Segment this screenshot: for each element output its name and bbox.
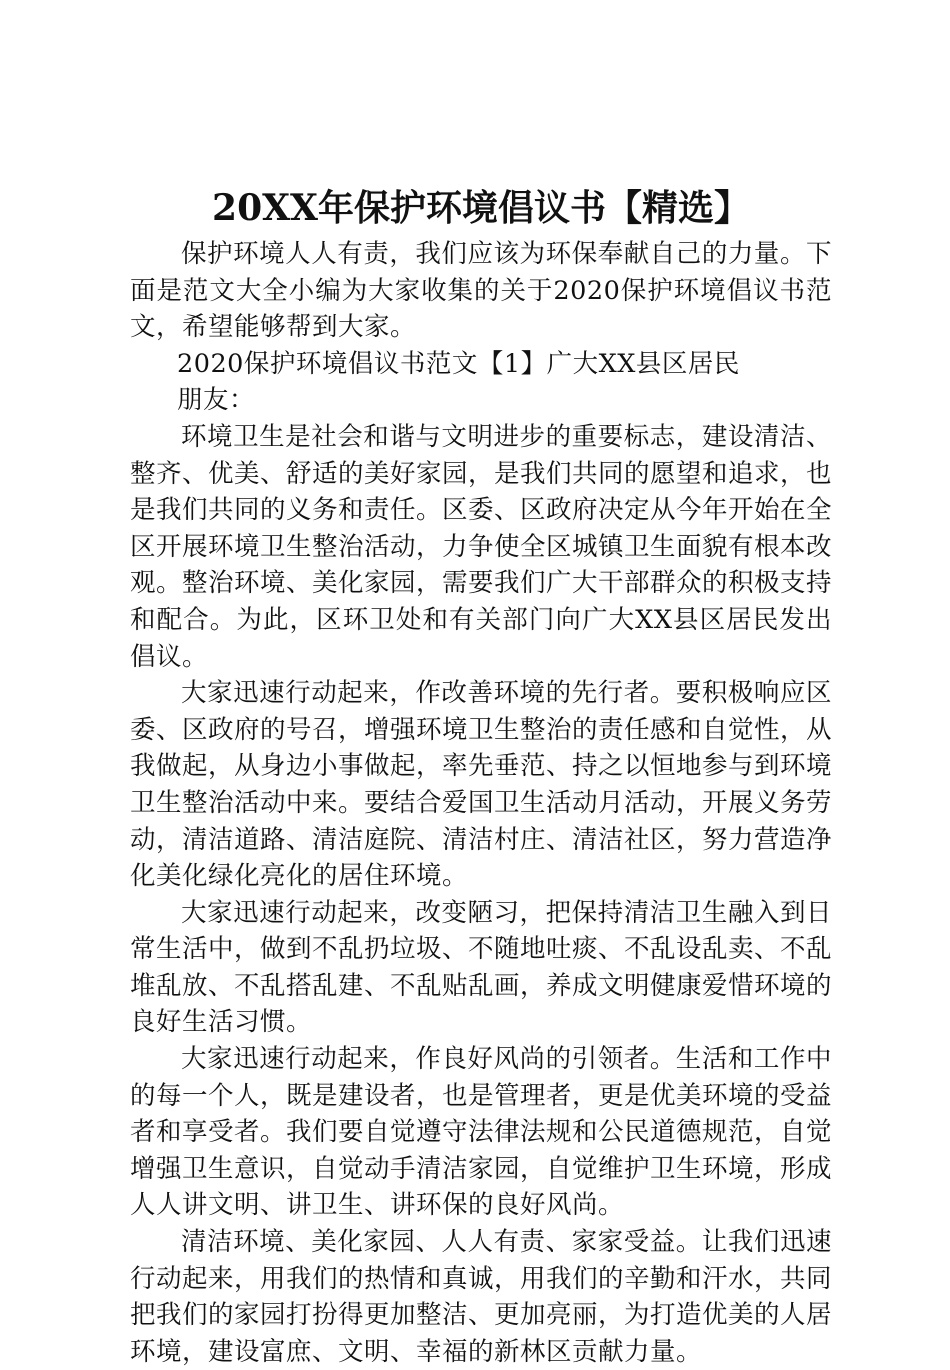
subheading: 2020保护环境倡议书范文【1】广大XX县区居民	[177, 348, 740, 379]
body-paragraph: 环境卫生是社会和谐与文明进步的重要标志，建设清洁、整齐、优美、舒适的美好家园，是我们共同的愿望和追求，也是我们共同的义务和责任。区委、区政府决定从今年开始在全区开展环境卫生整治活动，力争使全区城镇卫生面貌有根本改观。整治环境、美化家园，需要我们广大干部群众的积极支持和配合。为此，区环卫处和有关部门向广大XX县区居民发出倡议。	[130, 421, 833, 672]
document-title: 20XX年保护环境倡议书【精选】	[212, 187, 750, 229]
salutation: 朋友：	[177, 385, 256, 416]
body-paragraph: 清洁环境、美化家园、人人有责、家家受益。让我们迅速行动起来，用我们的热情和真诚，用我们的辛勤和汗水，共同把我们的家园打扮得更加整洁、更加亮丽，为打造优美的人居环境，建设富庶、文明、幸福的新林区贡献力量。	[130, 1227, 833, 1367]
body-paragraph: 大家迅速行动起来，作良好风尚的引领者。生活和工作中的每一个人，既是建设者，也是管理者，更是优美环境的受益者和享受者。我们要自觉遵守法律法规和公民道德规范，自觉增强卫生意识，自觉动手清洁家园，自觉维护卫生环境，形成人人讲文明、讲卫生、讲环保的良好风尚。	[130, 1044, 833, 1221]
document-page	[130, 182, 832, 1370]
intro-paragraph: 保护环境人人有责，我们应该为环保奉献自己的力量。下面是范文大全小编为大家收集的关于2020保护环境倡议书范文，希望能够帮到大家。	[130, 239, 832, 343]
body-paragraph: 大家迅速行动起来，作改善环境的先行者。要积极响应区委、区政府的号召，增强环境卫生整治的责任感和自觉性，从我做起，从身边小事做起，率先垂范、持之以恒地参与到环境卫生整治活动中来。要结合爱国卫生活动月活动，开展义务劳动，清洁道路、清洁庭院、清洁村庄、清洁社区，努力营造净化美化绿化亮化的居住环境。	[130, 678, 833, 892]
body-paragraph: 大家迅速行动起来，改变陋习，把保持清洁卫生融入到日常生活中，做到不乱扔垃圾、不随地吐痰、不乱设乱卖、不乱堆乱放、不乱搭乱建、不乱贴乱画，养成文明健康爱惜环境的良好生活习惯。	[130, 897, 833, 1038]
